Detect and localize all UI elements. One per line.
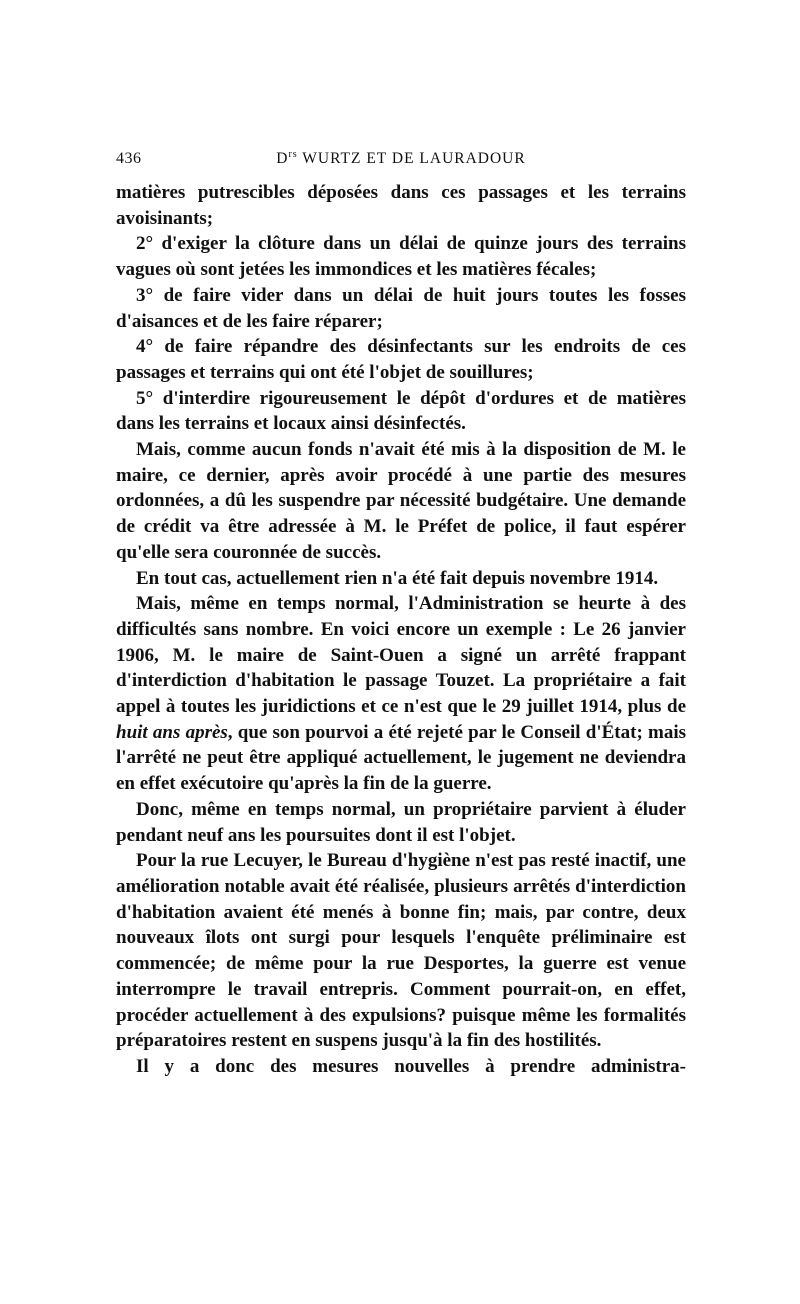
- paragraph-funding: Mais, comme aucun fonds n'avait été mis à la disposition de M. le maire, ce dernier, après avoir procédé à une partie des mesures ordonnées, a dû les suspendre par nécessité budgétaire. Une demande de crédit va être adressée à M. le Préfet de police, il faut espérer qu'elle sera couronnée de succès.: [116, 439, 686, 563]
- book-page: [116, 150, 686, 1080]
- paragraph-example-end: , que son pourvoi a été rejeté par le Conseil d'État; mais l'arrêté ne peut être appliqué actuellement, le jugement ne deviendra en effet exécutoire qu'après la fin de la guerre.: [116, 721, 686, 795]
- paragraph-lecuyer: Pour la rue Lecuyer, le Bureau d'hygiène n'est pas resté inactif, une amélioration notable avait été réalisée, plusieurs arrêtés d'interdiction d'habitation avaient été menés à bonne fin; mais, par contre, deux nouveaux îlots ont surgi pour lesquels l'enquête préliminaire est commencée; de même pour la rue Desportes, la guerre est venue interrompre le travail entrepris. Comment pourrait-on, en effet, procéder actuellement à des expulsions? puisque même les formalités préparatoires restent en suspens jusqu'à la fin des hostilités.: [116, 850, 686, 1052]
- page-header: [116, 150, 686, 180]
- paragraph-continuation: matières putrescibles déposées dans ces passages et les terrains avoisinants;: [116, 182, 686, 229]
- body-text: [116, 180, 686, 1080]
- paragraph-final: Il y a donc des mesures nouvelles à prendre administra-: [136, 1055, 686, 1077]
- paragraph-conclusion: Donc, même en temps normal, un propriétaire parvient à éluder pendant neuf ans les poursuites dont il est l'objet.: [116, 798, 686, 846]
- paragraph-example-emphasis: huit ans après: [116, 721, 228, 743]
- running-head-prefix: D: [276, 150, 289, 167]
- paragraph-item-4: 4° de faire répandre des désinfectants sur les endroits de ces passages et terrains qui ont été l'objet de souillures;: [116, 336, 686, 383]
- paragraph-example: [116, 591, 686, 797]
- running-head: [116, 150, 686, 168]
- page-number: 436: [116, 150, 142, 167]
- paragraph-item-3: 3° de faire vider dans un délai de huit jours toutes les fosses d'aisances et de les faire réparer;: [116, 284, 686, 332]
- running-head-authors: WURTZ ET DE LAURADOUR: [297, 150, 526, 167]
- paragraph-item-5: 5° d'interdire rigoureusement le dépôt d'ordures et de matières dans les terrains et locaux ainsi désinfectés.: [116, 387, 686, 435]
- paragraph-example-start: Mais, même en temps normal, l'Administration se heurte à des difficultés sans nombre. En voici encore un exemple : Le 26 janvier 1906, M. le maire de Saint-Ouen a signé un arrêté frappant d'interdiction d'habitation le passage Touzet. La propriétaire a fait appel à toutes les juridictions et ce n'est que le 29 juillet 1914, plus de: [116, 593, 686, 718]
- paragraph-status: En tout cas, actuellement rien n'a été fait depuis novembre 1914.: [136, 567, 659, 589]
- paragraph-item-2: 2° d'exiger la clôture dans un délai de quinze jours des terrains vagues où sont jetées les immondices et les matières fécales;: [116, 233, 686, 281]
- running-head-superscript: rs: [288, 148, 298, 160]
